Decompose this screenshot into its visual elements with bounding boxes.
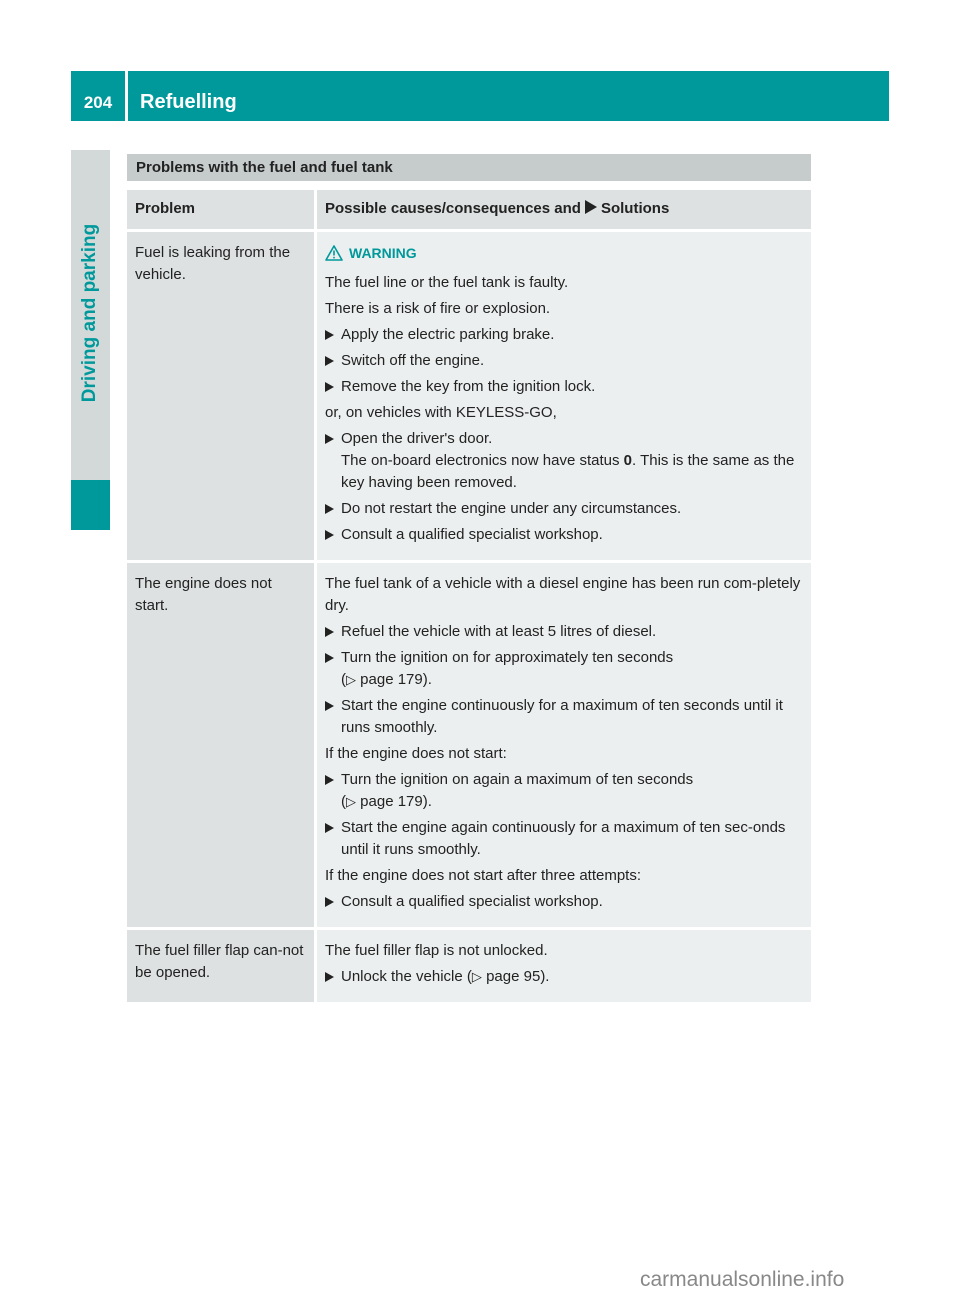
step-text: Start the engine continuously for a maximum of ten seconds until it runs smoothly. (341, 697, 783, 736)
instruction-step (325, 891, 805, 913)
step-text: Turn the ignition on again a maximum of ten seconds (341, 771, 694, 788)
step-text: Turn the ignition on for approximately ten seconds (341, 649, 674, 666)
fuel-problems-table (127, 187, 811, 1005)
column-header-solutions-post: Solutions (600, 200, 670, 217)
step-arrow-icon (325, 897, 334, 907)
page-reference-link[interactable]: page 179 (360, 793, 423, 810)
status-value: 0 (623, 452, 633, 469)
column-header-solutions (314, 190, 811, 229)
side-tab-marker (71, 480, 110, 530)
warning-triangle-icon (325, 245, 343, 261)
problem-cell: The engine does not start. (127, 563, 314, 927)
text-line: The fuel line or the fuel tank is faulty. (325, 274, 569, 291)
step-text: Remove the key from the ignition lock. (341, 378, 596, 395)
step-arrow-icon (325, 627, 334, 637)
instruction-step (325, 324, 805, 346)
text-line: If the engine does not start: (325, 745, 507, 762)
table-row (127, 232, 811, 560)
step-text: Do not restart the engine under any circumstances. (341, 500, 682, 517)
page-reference-icon: ▷ (346, 794, 356, 809)
step-arrow-icon (325, 382, 334, 392)
solution-cell (314, 930, 811, 1002)
action-arrow-icon (585, 200, 597, 214)
step-arrow-icon (325, 356, 334, 366)
step-arrow-icon (325, 330, 334, 340)
warning-label: WARNING (349, 245, 417, 261)
step-arrow-icon (325, 972, 334, 982)
step-text: Start the engine again continuously for a maximum of ten sec-onds until it runs smoothly. (341, 819, 786, 858)
section-title: Refuelling (140, 91, 237, 113)
step-text: Switch off the engine. (341, 352, 485, 369)
page-reference-icon: ▷ (471, 969, 482, 984)
step-text: Open the driver's door. (341, 430, 493, 447)
solution-cell (314, 232, 811, 560)
step-text: Consult a qualified specialist workshop. (341, 526, 603, 543)
step-arrow-icon (325, 823, 334, 833)
instruction-step: Turn the ignition on again a maximum of ten seconds (▷ page 179). (325, 769, 805, 813)
table-row (127, 930, 811, 1002)
step-arrow-icon (325, 504, 334, 514)
page-reference-link[interactable]: page 95 (486, 968, 541, 985)
page-reference-icon: ▷ (346, 672, 356, 687)
instruction-step (325, 524, 805, 546)
warning-heading (325, 242, 805, 264)
solution-cell (314, 563, 811, 927)
instruction-step (325, 428, 805, 494)
text-line: The fuel filler flap is not unlocked. (325, 942, 548, 959)
instruction-step (325, 621, 805, 643)
status-text-post: . This is the same as the key having been removed. (341, 452, 795, 491)
text-line: There is a risk of fire or explosion. (325, 300, 551, 317)
problem-cell: The fuel filler flap can-not be opened. (127, 930, 314, 1002)
step-text: Apply the electric parking brake. (341, 326, 555, 343)
header-divider (125, 71, 128, 121)
status-text-pre: The on-board electronics now have status (341, 452, 620, 469)
step-arrow-icon (325, 530, 334, 540)
step-arrow-icon (325, 434, 334, 444)
instruction-step (325, 350, 805, 372)
step-text: Consult a qualified specialist workshop. (341, 893, 603, 910)
problem-cell: Fuel is leaking from the vehicle. (127, 232, 314, 560)
side-tab-label-wrap (71, 150, 110, 476)
watermark: carmanualsonline.info (640, 1268, 845, 1291)
text-line: If the engine does not start after three attempts: (325, 867, 642, 884)
table-title: Problems with the fuel and fuel tank (127, 154, 811, 181)
page-number: 204 (83, 93, 113, 112)
instruction-step: Turn the ignition on for approximately ten seconds (▷ page 179). (325, 647, 805, 691)
instruction-step (325, 376, 805, 398)
page-header (71, 71, 889, 121)
step-arrow-icon (325, 653, 334, 663)
text-line: The fuel tank of a vehicle with a diesel engine has been run com-pletely dry. (325, 575, 801, 614)
step-text-pre: Unlock the vehicle ( (341, 968, 472, 985)
instruction-step (325, 817, 805, 861)
column-header-problem: Problem (127, 190, 314, 229)
table-header-row (127, 190, 811, 229)
column-header-solutions-pre: Possible causes/consequences and (325, 200, 581, 217)
instruction-step (325, 498, 805, 520)
instruction-step (325, 966, 805, 988)
step-arrow-icon (325, 701, 334, 711)
table-row (127, 563, 811, 927)
side-tab-label: Driving and parking (79, 223, 101, 403)
step-text: Refuel the vehicle with at least 5 litres of diesel. (341, 623, 657, 640)
text-line: or, on vehicles with KEYLESS-GO, (325, 404, 557, 421)
page-reference-link[interactable]: page 179 (360, 671, 423, 688)
step-arrow-icon (325, 775, 334, 785)
step-text-post: ). (540, 968, 550, 985)
instruction-step (325, 695, 805, 739)
